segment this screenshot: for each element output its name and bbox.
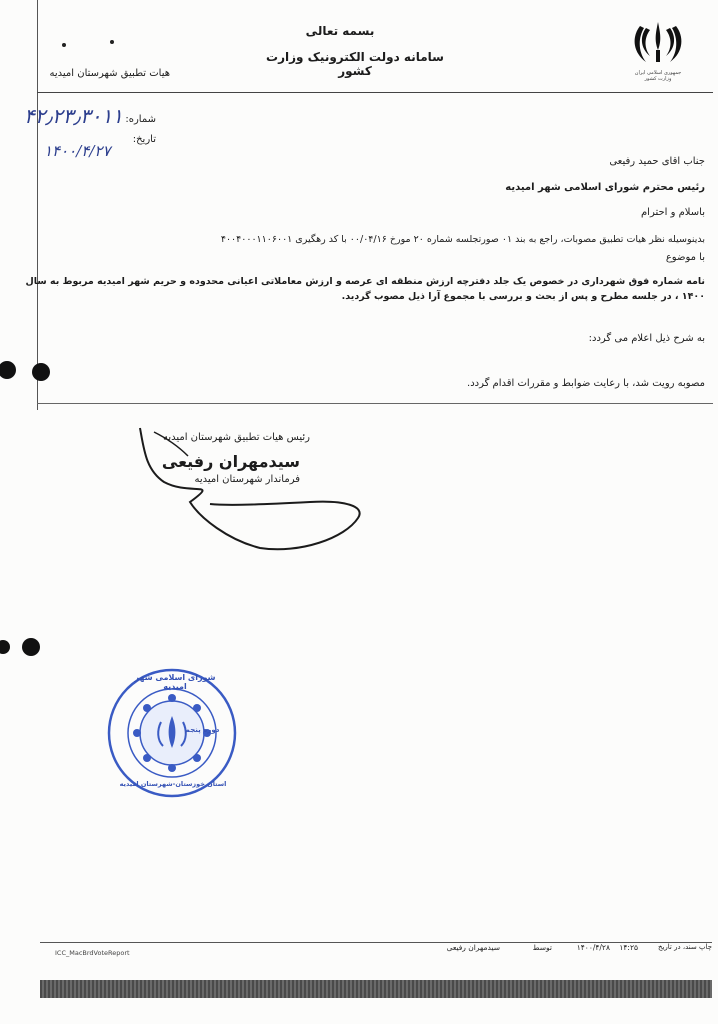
punch-hole [0, 361, 16, 379]
handwritten-signature [130, 420, 370, 560]
signer-role: رئیس هیات تطبیق شهرستان امیدیه [162, 432, 310, 443]
basmala: بسمه تعالی [305, 24, 375, 38]
punch-hole [32, 363, 50, 381]
footer-print-time: ۱۴:۲۵ [619, 943, 638, 952]
number-label: شماره: [125, 114, 156, 125]
footer-by-label: توسط [532, 943, 552, 952]
greeting: باسلام و احترام [640, 207, 705, 218]
left-margin-line [37, 0, 38, 410]
speck-mark [62, 43, 66, 47]
subject-line-1: نامه شماره فوق شهرداری در خصوص یک جلد دفترچه ارزش منطقه ای عرصه و ارزش معاملاتی اعیانی محدوده و حریم شهر امیدیه مربوط به سال [25, 276, 705, 287]
header-divider [37, 92, 713, 93]
stamp-top-text: شورای اسلامی شهر امیدیه [134, 673, 216, 691]
addressee-name: جناب اقای حمید رفیعی [609, 156, 705, 167]
decision-line: مصوبه رویت شد، با رعایت ضوابط و مقررات اقدام گردد. [467, 378, 705, 389]
intro-line: بدینوسیله نظر هیات تطبیق مصوبات، راجع به بند ۰۱ صورتجلسه شماره ۲۰ مورخ ۰۰/۰۴/۱۶ با کد رهگیری ۴۰۰۴۰۰۰۱۱۰۶۰۰۱ [220, 234, 705, 245]
board-name: هیات تطبیق شهرستان امیدیه [49, 68, 170, 79]
number-value-handwritten: ۴۲٫۲۳٫۳۰۱۱ [24, 104, 123, 128]
report-code: ICC_MacBrdVoteReport [55, 949, 130, 957]
signer-position: فرماندار شهرستان امیدیه [194, 474, 300, 485]
date-value-handwritten: ۱۴۰۰/۴/۲۷ [44, 142, 111, 160]
emblem-icon [630, 18, 686, 66]
emblem-caption-1: جمهوری اسلامی ایران [634, 70, 682, 76]
subject-line-2: ۱۴۰۰ ، در جلسه مطرح و پس از بحث و بررسی با مجموع آرا ذیل مصوب گردید. [341, 291, 705, 302]
punch-hole [22, 638, 40, 656]
announce-line: به شرح ذیل اعلام می گردد: [588, 333, 705, 344]
speck-mark [110, 40, 114, 44]
body-bottom-divider [37, 403, 713, 404]
footer-by-name: سیدمهران رفیعی [446, 943, 500, 952]
addressee-title: رئیس محترم شورای اسلامی شهر امیدیه [505, 182, 705, 193]
signer-name: سیدمهران رفیعی [161, 452, 300, 471]
stamp-bottom-text: استان خوزستان-شهرستان امیدیه [119, 780, 227, 788]
stamp-middle-text: دوره پنجم [184, 726, 220, 734]
system-title: سامانه دولت الکترونیک وزارت کشور [266, 50, 444, 78]
footer-print-date: ۱۴۰۰/۴/۲۸ [576, 943, 610, 952]
punch-hole [0, 640, 10, 654]
scan-bottom-bar [40, 980, 712, 998]
subject-label: با موضوع [665, 252, 705, 263]
date-label: تاریخ: [132, 134, 156, 145]
footer-print-label: چاپ سند، در تاریخ [657, 943, 712, 951]
emblem-caption-2: وزارت کشور [644, 76, 672, 82]
iran-emblem-logo [630, 18, 686, 90]
